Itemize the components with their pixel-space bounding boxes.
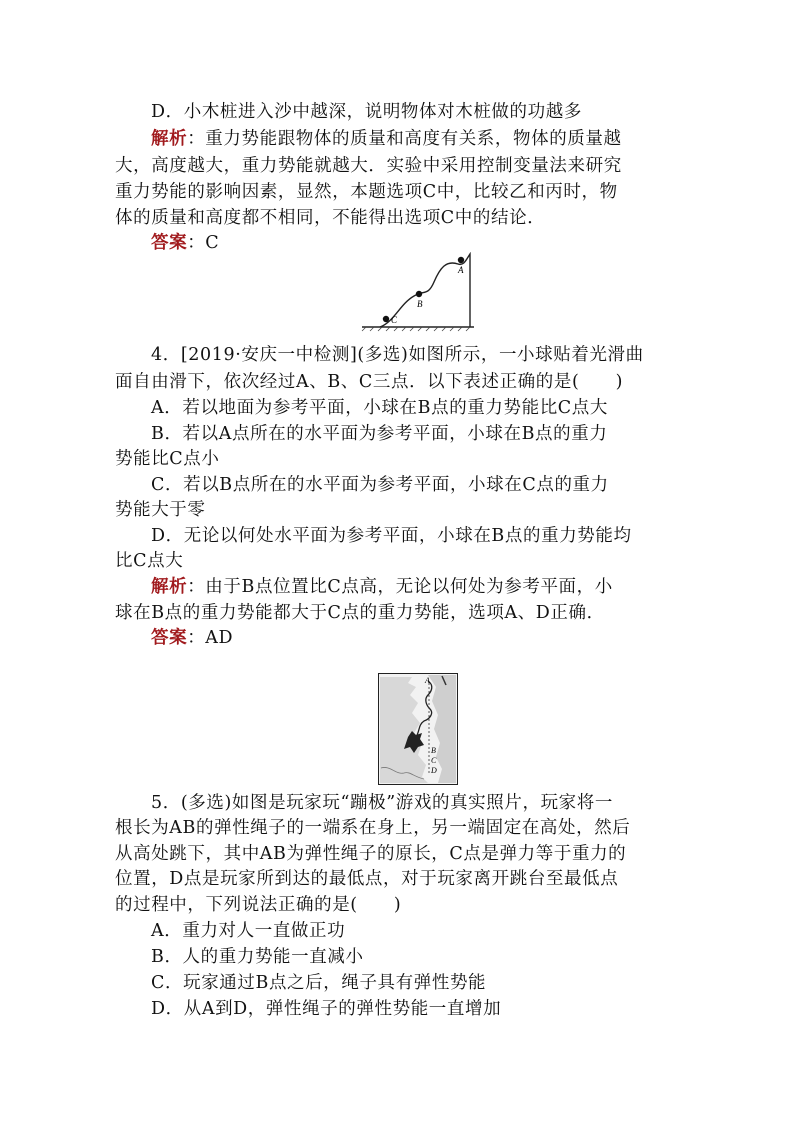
label-c: C <box>391 315 398 325</box>
q4-option-b-line-1: B．若以A点所在的水平面为参考平面，小球在B点的重力 <box>151 424 608 444</box>
q4-analysis-line-1 <box>151 574 681 600</box>
q4-analysis-text-1: ：由于B点位置比C点高，无论以何处为参考平面，小 <box>187 577 613 597</box>
q5-option-c: C．玩家通过B点之后，绳子具有弹性势能 <box>151 973 487 993</box>
curve-figure <box>358 252 478 332</box>
q4-answer-line <box>151 625 681 651</box>
q3-answer-value: ：C <box>187 233 220 253</box>
q4-analysis-label: 解析 <box>151 577 188 597</box>
q5-stem-line-2: 根长为AB的弹性绳子的一端系在身上，另一端固定在高处，然后 <box>115 818 631 838</box>
label-a: A <box>458 265 464 275</box>
q3-analysis-label: 解析 <box>151 129 188 149</box>
q3-answer-label: 答案 <box>151 233 188 253</box>
label-c: C <box>431 756 437 765</box>
q4-option-c-line-2: 势能大于零 <box>115 500 206 520</box>
q3-analysis-line-1 <box>151 126 681 152</box>
label-b: B <box>431 746 436 755</box>
ball-c <box>383 316 389 322</box>
q4-option-d-line-1: D．无论以何处水平面为参考平面，小球在B点的重力势能均 <box>151 526 632 546</box>
q5-stem-line-4: 位置，D点是玩家所到达的最低点，对于玩家离开跳台至最低点 <box>115 869 619 889</box>
q4-option-b-line-2: 势能比C点小 <box>115 449 220 469</box>
label-d: D <box>431 766 437 775</box>
q3-analysis-line-3: 重力势能的影响因素，显然，本题选项C中，比较乙和丙时，物 <box>115 182 618 202</box>
label-b: B <box>417 299 423 309</box>
q4-answer-value: ：AD <box>187 628 234 648</box>
q4-analysis-line-2: 球在B点的重力势能都大于C点的重力势能，选项A、D正确． <box>115 603 605 623</box>
q4-option-a: A．若以地面为参考平面，小球在B点的重力势能比C点大 <box>151 398 608 418</box>
q3-analysis-line-4: 体的质量和高度都不相同，不能得出选项C中的结论． <box>115 208 546 228</box>
q4-option-d-line-2: 比C点大 <box>115 551 184 571</box>
q3-analysis-line-2: 大，高度越大，重力势能就越大．实验中采用控制变量法来研究 <box>115 156 622 176</box>
ball-a <box>458 257 464 263</box>
q5-stem-line-1: 5．(多选)如图是玩家玩“蹦极”游戏的真实照片，玩家将一 <box>151 793 613 813</box>
q5-option-d: D．从A到D，弹性绳子的弹性势能一直增加 <box>151 999 502 1019</box>
q5-option-a: A．重力对人一直做正功 <box>151 921 346 941</box>
q5-stem-line-3: 从高处跳下，其中AB为弹性绳子的原长，C点是弹力等于重力的 <box>115 844 627 864</box>
bungee-photo <box>378 673 458 785</box>
q4-answer-label: 答案 <box>151 628 188 648</box>
q3-analysis-text-1: ：重力势能跟物体的质量和高度有关系，物体的质量越 <box>187 129 622 149</box>
label-a: A <box>425 676 430 685</box>
q4-stem-line-1: 4．[2019·安庆一中检测](多选)如图所示，一小球贴着光滑曲 <box>151 345 644 365</box>
ball-b <box>416 291 422 297</box>
q4-stem-line-2: 面自由滑下，依次经过A、B、C三点．以下表述正确的是( ) <box>115 372 624 392</box>
q5-option-b: B．人的重力势能一直减小 <box>151 947 364 967</box>
q5-stem-line-5: 的过程中，下列说法正确的是( ) <box>115 895 402 915</box>
q3-option-d: D．小木桩进入沙中越深，说明物体对木桩做的功越多 <box>151 102 582 122</box>
q4-option-c-line-1: C．若以B点所在的水平面为参考平面，小球在C点的重力 <box>151 475 609 495</box>
